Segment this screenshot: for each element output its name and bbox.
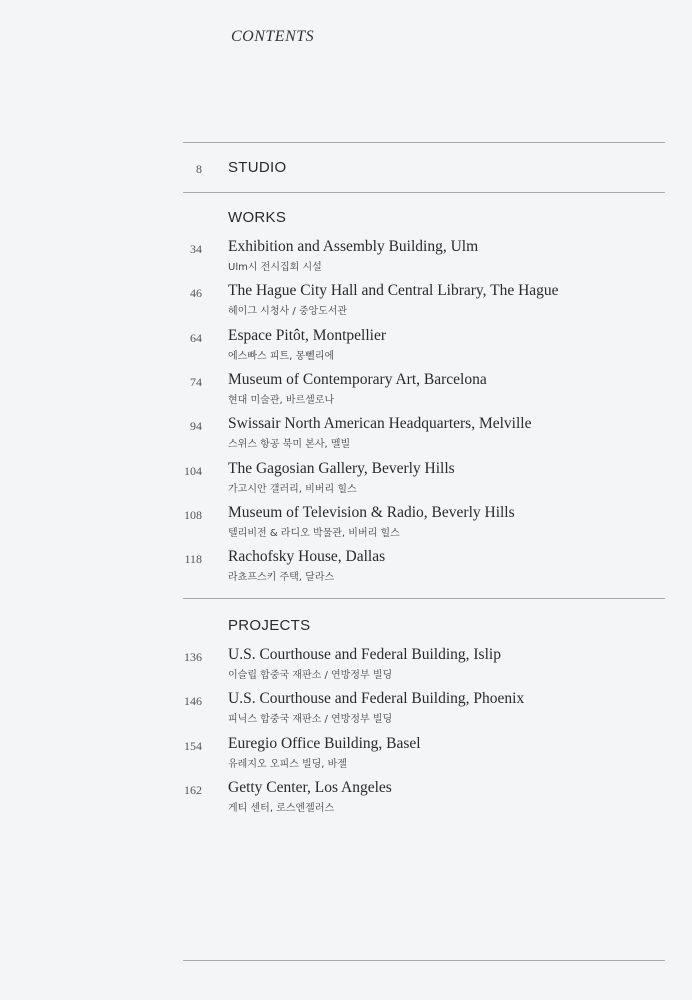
entry-title: Museum of Television & Radio, Beverly Hills — [228, 503, 515, 521]
entry-page-number: 118 — [184, 552, 202, 567]
entry-page-number: 74 — [190, 374, 202, 389]
page-title: CONTENTS — [231, 28, 315, 45]
entry-page-number: 162 — [184, 782, 202, 797]
projects-heading: PROJECTS — [228, 617, 311, 634]
toc-entry[interactable] — [0, 504, 692, 544]
entry-title: Euregio Office Building, Basel — [228, 734, 421, 752]
toc-entry[interactable] — [0, 282, 692, 322]
entry-korean-subtitle: 피닉스 합중국 재판소 / 연방정부 빌딩 — [228, 714, 393, 726]
divider — [183, 598, 665, 599]
toc-entry[interactable] — [0, 238, 692, 278]
entry-title: The Gagosian Gallery, Beverly Hills — [228, 459, 455, 477]
entry-korean-subtitle: 현대 미술관, 바르셀로나 — [228, 394, 335, 406]
entry-page-number: 104 — [184, 463, 202, 478]
divider — [183, 192, 665, 193]
toc-entry[interactable] — [0, 548, 692, 588]
entry-page-number: 64 — [190, 330, 202, 345]
entry-korean-subtitle: 게티 센터, 로스엔젤러스 — [228, 802, 335, 814]
entry-korean-subtitle: Ulm시 전시집회 시설 — [228, 262, 322, 273]
entry-korean-subtitle: 라쵸프스키 주택, 달라스 — [228, 572, 335, 584]
entry-title: Museum of Contemporary Art, Barcelona — [228, 370, 487, 388]
entry-title: Espace Pitôt, Montpellier — [228, 326, 386, 344]
toc-entry[interactable] — [0, 327, 692, 367]
toc-entry[interactable] — [0, 415, 692, 455]
entry-page-number: 136 — [184, 650, 202, 664]
entry-page-number: 34 — [190, 242, 202, 256]
studio-page-number: 8 — [196, 162, 202, 176]
entry-korean-subtitle: 가고시안 갤러리, 비버리 힐스 — [228, 483, 357, 495]
entry-korean-subtitle: 헤이그 시청사 / 중앙도서관 — [228, 306, 348, 318]
entry-korean-subtitle: 텔리비전 & 라디오 박물관, 비버리 힐스 — [228, 527, 400, 539]
divider — [183, 142, 665, 143]
works-heading: WORKS — [228, 209, 287, 226]
toc-entry[interactable] — [0, 371, 692, 411]
entry-title: U.S. Courthouse and Federal Building, Phoenix — [228, 690, 525, 708]
entry-korean-subtitle: 에스빠스 피트, 몽뻴리에 — [228, 350, 335, 362]
entry-page-number: 154 — [184, 738, 202, 753]
entry-page-number: 94 — [190, 419, 202, 434]
entry-title: The Hague City Hall and Central Library, The Hague — [228, 282, 559, 300]
entry-title: Getty Center, Los Angeles — [228, 778, 392, 796]
entry-page-number: 146 — [184, 694, 202, 709]
entry-page-number: 46 — [190, 286, 202, 301]
studio-heading: STUDIO — [228, 159, 287, 176]
entry-title: Rachofsky House, Dallas — [228, 548, 386, 566]
toc-entry[interactable] — [0, 690, 692, 730]
divider — [183, 960, 665, 961]
entry-title: Swissair North American Headquarters, Melville — [228, 415, 532, 433]
entry-title: Exhibition and Assembly Building, Ulm — [228, 238, 479, 255]
entry-title: U.S. Courthouse and Federal Building, Islip — [228, 646, 501, 663]
entry-page-number: 108 — [184, 507, 202, 522]
toc-entry[interactable] — [0, 460, 692, 500]
entry-korean-subtitle: 이슬립 합중국 재판소 / 연방정부 빌딩 — [228, 670, 393, 681]
toc-entry[interactable] — [0, 646, 692, 686]
toc-entry[interactable] — [0, 779, 692, 819]
entry-korean-subtitle: 스위스 항공 북미 본사, 멜빌 — [228, 439, 351, 451]
entry-korean-subtitle: 유레지오 오피스 빌딩, 바젤 — [228, 758, 347, 770]
toc-entry[interactable] — [0, 735, 692, 775]
